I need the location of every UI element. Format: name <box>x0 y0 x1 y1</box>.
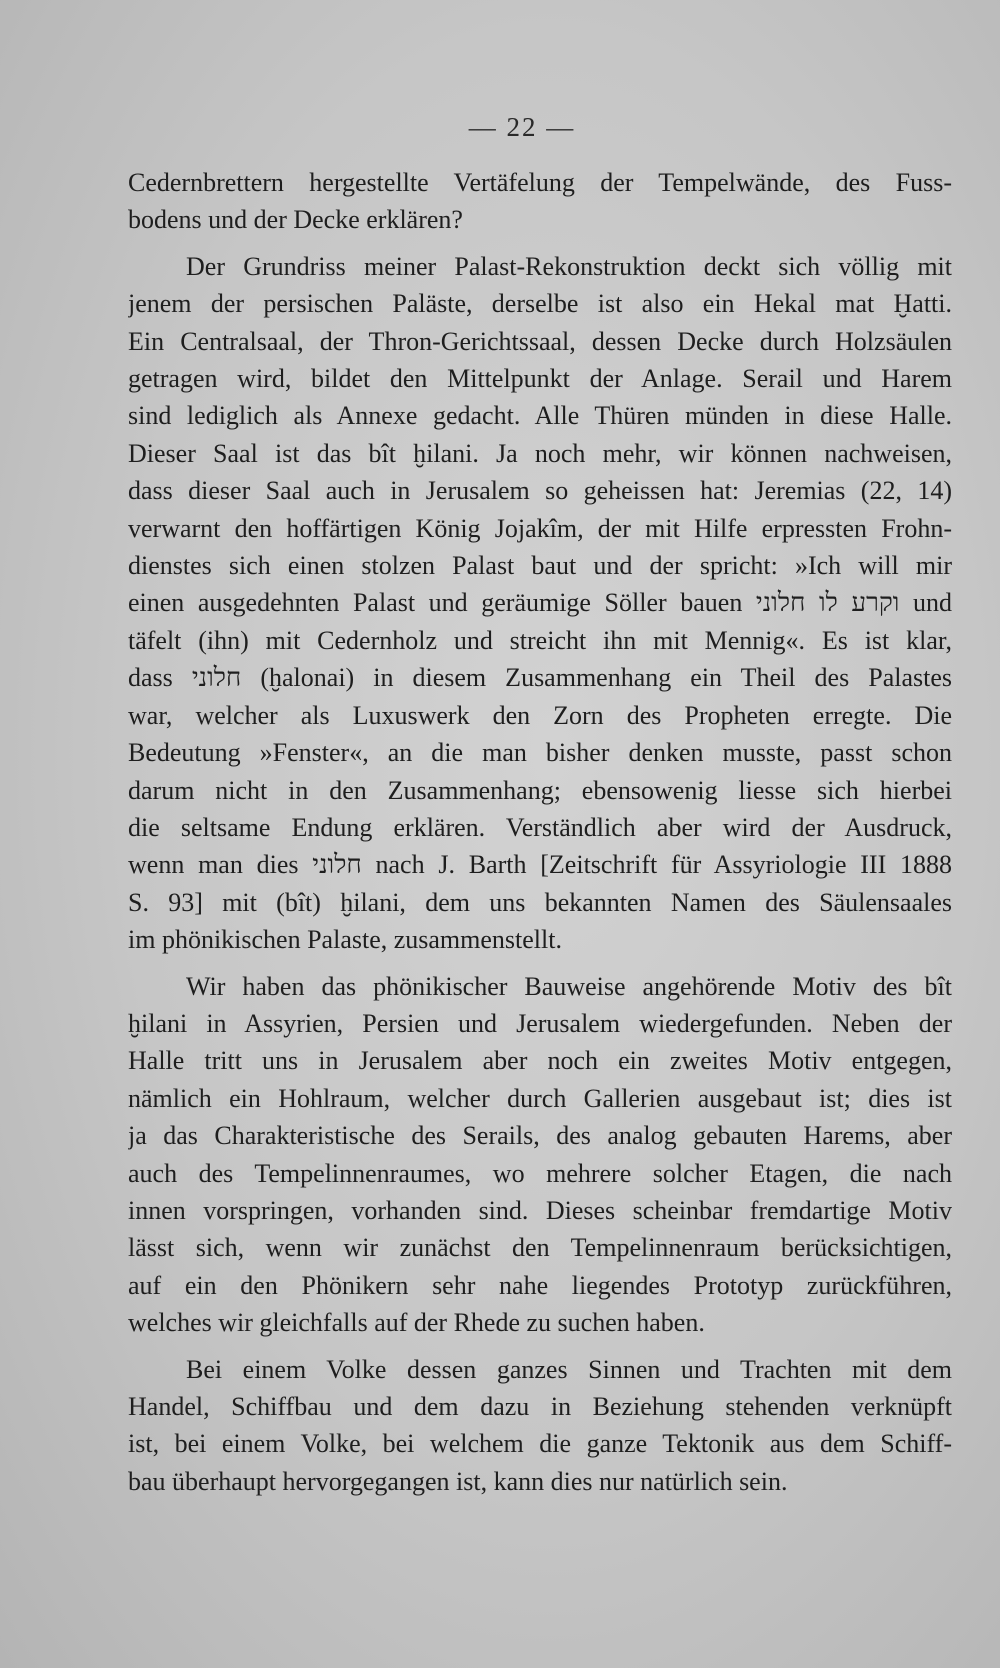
text-line: lässt sich, wenn wir zunächst den Tempelinnenraum berücksichtigen, <box>128 1233 952 1263</box>
text-line: innen vorspringen, vorhanden sind. Dieses scheinbar fremdartige Motiv <box>128 1195 952 1225</box>
paragraph <box>128 968 952 1342</box>
text-line: bodens und der Decke erklären? <box>128 205 463 235</box>
text-line: Ein Centralsaal, der Thron-Gerichtssaal, dessen Decke durch Holzsäulen <box>128 326 952 356</box>
text-line: täfelt (ihn) mit Cedernholz und streicht ihn mit Mennig«. Es ist klar, <box>128 625 952 655</box>
text-line: die seltsame Endung erklären. Verständlich aber wird der Ausdruck, <box>128 812 952 842</box>
text-line: S. 93] mit (bît) ḫilani, dem uns bekannten Namen des Säulensaales <box>128 887 952 917</box>
text-line: nämlich ein Hohlraum, welcher durch Gallerien ausgebaut ist; dies ist <box>128 1083 952 1113</box>
paragraph <box>128 1351 952 1501</box>
text-line: sind lediglich als Annexe gedacht. Alle Thüren münden in diese Halle. <box>128 401 952 431</box>
text-line: Cedernbrettern hergestellte Vertäfelung der Tempelwände, des Fuss- <box>128 168 952 197</box>
text-line: auch des Tempelinnenraumes, wo mehrere solcher Etagen, die nach <box>128 1158 952 1188</box>
text-line: Wir haben das phönikischer Bauweise angehörende Motiv des bît <box>186 971 952 1001</box>
text-line: auf ein den Phönikern sehr nahe liegendes Prototyp zurückführen, <box>128 1270 952 1300</box>
text-line: Handel, Schiffbau und dem dazu in Beziehung stehenden verknüpft <box>128 1392 952 1421</box>
text-line: Der Grundriss meiner Palast-Rekonstruktion deckt sich völlig mit <box>186 251 952 281</box>
text-line: ja das Charakteristische des Serails, des analog gebauten Harems, aber <box>128 1121 952 1151</box>
text-line: jenem der persischen Paläste, derselbe ist also ein Hekal mat Ḫatti. <box>128 289 952 319</box>
text-line: Halle tritt uns in Jerusalem aber noch ein zweites Motiv entgegen, <box>128 1046 952 1076</box>
text-line: dass חלוני (ḫalonai) in diesem Zusammenhang ein Theil des Palastes <box>128 663 952 693</box>
text-line: welches wir gleichfalls auf der Rhede zu suchen haben. <box>128 1308 705 1338</box>
text-line: getragen wird, bildet den Mittelpunkt der Anlage. Serail und Harem <box>128 364 952 394</box>
text-line: Dieser Saal ist das bît ḫilani. Ja noch mehr, wir können nachweisen, <box>128 438 952 468</box>
text-line: ḫilani in Assyrien, Persien und Jerusalem wiedergefunden. Neben der <box>128 1008 952 1038</box>
text-line: ist, bei einem Volke, bei welchem die ganze Tektonik aus dem Schiff- <box>128 1429 952 1459</box>
text-line: bau überhaupt hervorgegangen ist, kann dies nur natürlich sein. <box>128 1466 788 1496</box>
body-text <box>128 164 952 1500</box>
paragraph <box>128 164 952 239</box>
text-line: Bedeutung »Fenster«, an die man bisher denken musste, passt schon <box>128 738 952 768</box>
text-line: verwarnt den hoffärtigen König Jojakîm, der mit Hilfe erpressten Frohn- <box>128 513 952 543</box>
text-line: dienstes sich einen stolzen Palast baut und der spricht: »Ich will mir <box>128 551 952 581</box>
text-line: wenn man dies חלוני nach J. Barth [Zeitschrift für Assyriologie III 1888 <box>128 850 952 880</box>
text-line: war, welcher als Luxuswerk den Zorn des Propheten erregte. Die <box>128 700 952 730</box>
page-number: — 22 — <box>468 112 576 142</box>
paragraph <box>128 248 952 959</box>
text-line: Bei einem Volke dessen ganzes Sinnen und Trachten mit dem <box>186 1354 952 1384</box>
text-line: dass dieser Saal auch in Jerusalem so geheissen hat: Jeremias (22, 14) <box>128 476 952 506</box>
text-line: einen ausgedehnten Palast und geräumige Söller bauen וקרע לו חלוני und <box>128 588 952 618</box>
text-line: darum nicht in den Zusammenhang; ebensowenig liesse sich hierbei <box>128 775 952 805</box>
text-line: im phönikischen Palaste, zusammenstellt. <box>128 925 562 955</box>
